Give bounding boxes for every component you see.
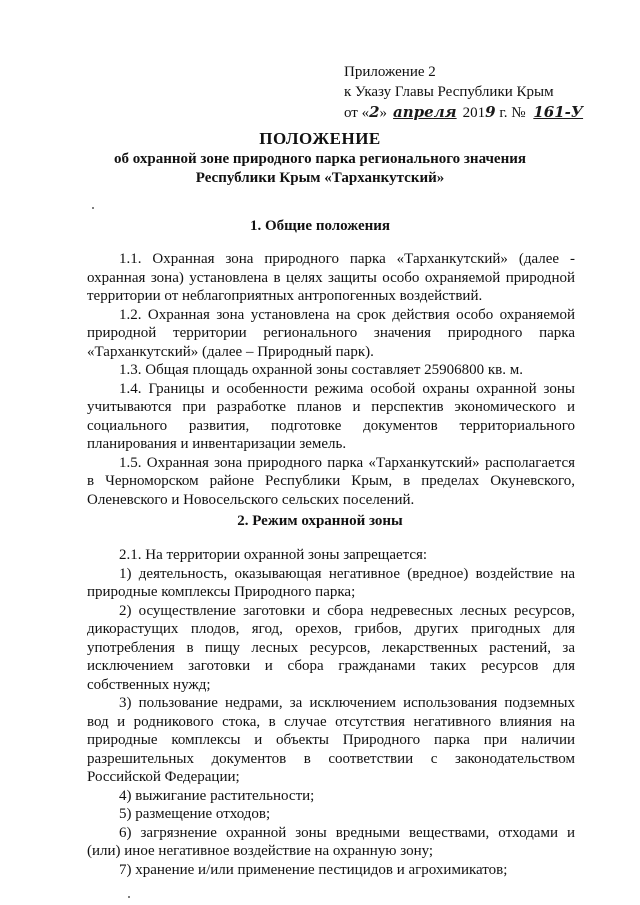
date-quote-close: »	[379, 105, 388, 121]
document-subtitle-line1: об охранной зоне природного парка регионального значения	[114, 151, 526, 167]
list-item-1: 1) деятельность, оказывающая негативное (вредное) воздействие на природные комплексы Природного парка;	[87, 565, 575, 600]
list-item-5: 5) размещение отходов;	[119, 806, 271, 822]
paragraph-1-5: 1.5. Охранная зона природного парка «Тарханкутский» располагается в Черноморском районе Республики Крым, в пределах Окуневского, Оленевского и Новосельского сельских поселений.	[87, 454, 575, 508]
handwritten-day: 2	[369, 103, 380, 121]
handwritten-month: апреля	[393, 103, 457, 121]
list-item-7: 7) хранение и/или применение пестицидов и агрохимикатов;	[119, 861, 508, 878]
paragraph-1-1: 1.1. Охранная зона природного парка «Тарханкутский» (далее - охранная зона) установлена в целях защиты особо охраняемой природной территории от неблагоприятных антропогенных воздействий.	[87, 251, 575, 304]
appendix-header	[344, 62, 583, 123]
document-subtitle-line2: Республики Крым «Тарханкутский»	[195, 170, 445, 186]
list-item-3: 3) пользование недрами, за исключением использования подземных вод и родникового стока, в случае отсутствия негативного влияния на природные комплексы и объекты Природного парка при наличии разрешительных документов в соответствии с законодательством Российской Федерации;	[87, 695, 575, 785]
scan-speck	[128, 896, 130, 898]
list-item-2: 2) осуществление заготовки и сбора недревесных лесных ресурсов, дикорастущих плодов, ягод, орехов, грибов, других пригодных для употребления в пищу лесных ресурсов, лекарственных растений, за исключением заготовки и сбора гражданами таких ресурсов для собственных нужд;	[87, 602, 575, 693]
scan-speck	[92, 207, 94, 209]
handwritten-decree-number: 161-У	[533, 103, 584, 121]
appendix-label: Приложение 2	[344, 64, 436, 80]
date-prefix: от «	[344, 105, 370, 121]
section2-heading: 2. Режим охранной зоны	[237, 513, 403, 529]
paragraph-1-3: 1.3. Общая площадь охранной зоны составляет 25906800 кв. м.	[119, 362, 524, 378]
document-title: ПОЛОЖЕНИЕ	[259, 129, 381, 148]
list-item-4: 4) выжигание растительности;	[119, 787, 315, 804]
appendix-date-line	[344, 102, 583, 123]
paragraph-2-1: 2.1. На территории охранной зоны запрещается:	[119, 547, 428, 563]
section1-heading: 1. Общие положения	[249, 218, 391, 234]
list-item-6: 6) загрязнение охранной зоны вредными веществами, отходами и (или) иное негативное воздействие на охранную зону;	[87, 824, 575, 859]
paragraph-1-4: 1.4. Границы и особенности режима особой охраны охранной зоны учитываются при разработке планов и перспектив экономического и социального развития, подготовке документов территориального планирования и инвентаризации земель.	[87, 380, 575, 452]
section1-body	[87, 250, 575, 509]
appendix-decree-ref: к Указу Главы Республики Крым	[344, 84, 554, 100]
paragraph-1-2: 1.2. Охранная зона установлена на срок действия особо охраняемой природной территории регионального значения природного парка «Тарханкутский» (далее – Природный парк).	[87, 306, 575, 360]
section2-body	[87, 546, 575, 879]
year-suffix: г. №	[495, 105, 526, 121]
handwritten-year-digit: 9	[485, 103, 496, 121]
year-prefix: 201	[462, 105, 486, 121]
document-title-block	[0, 128, 640, 188]
